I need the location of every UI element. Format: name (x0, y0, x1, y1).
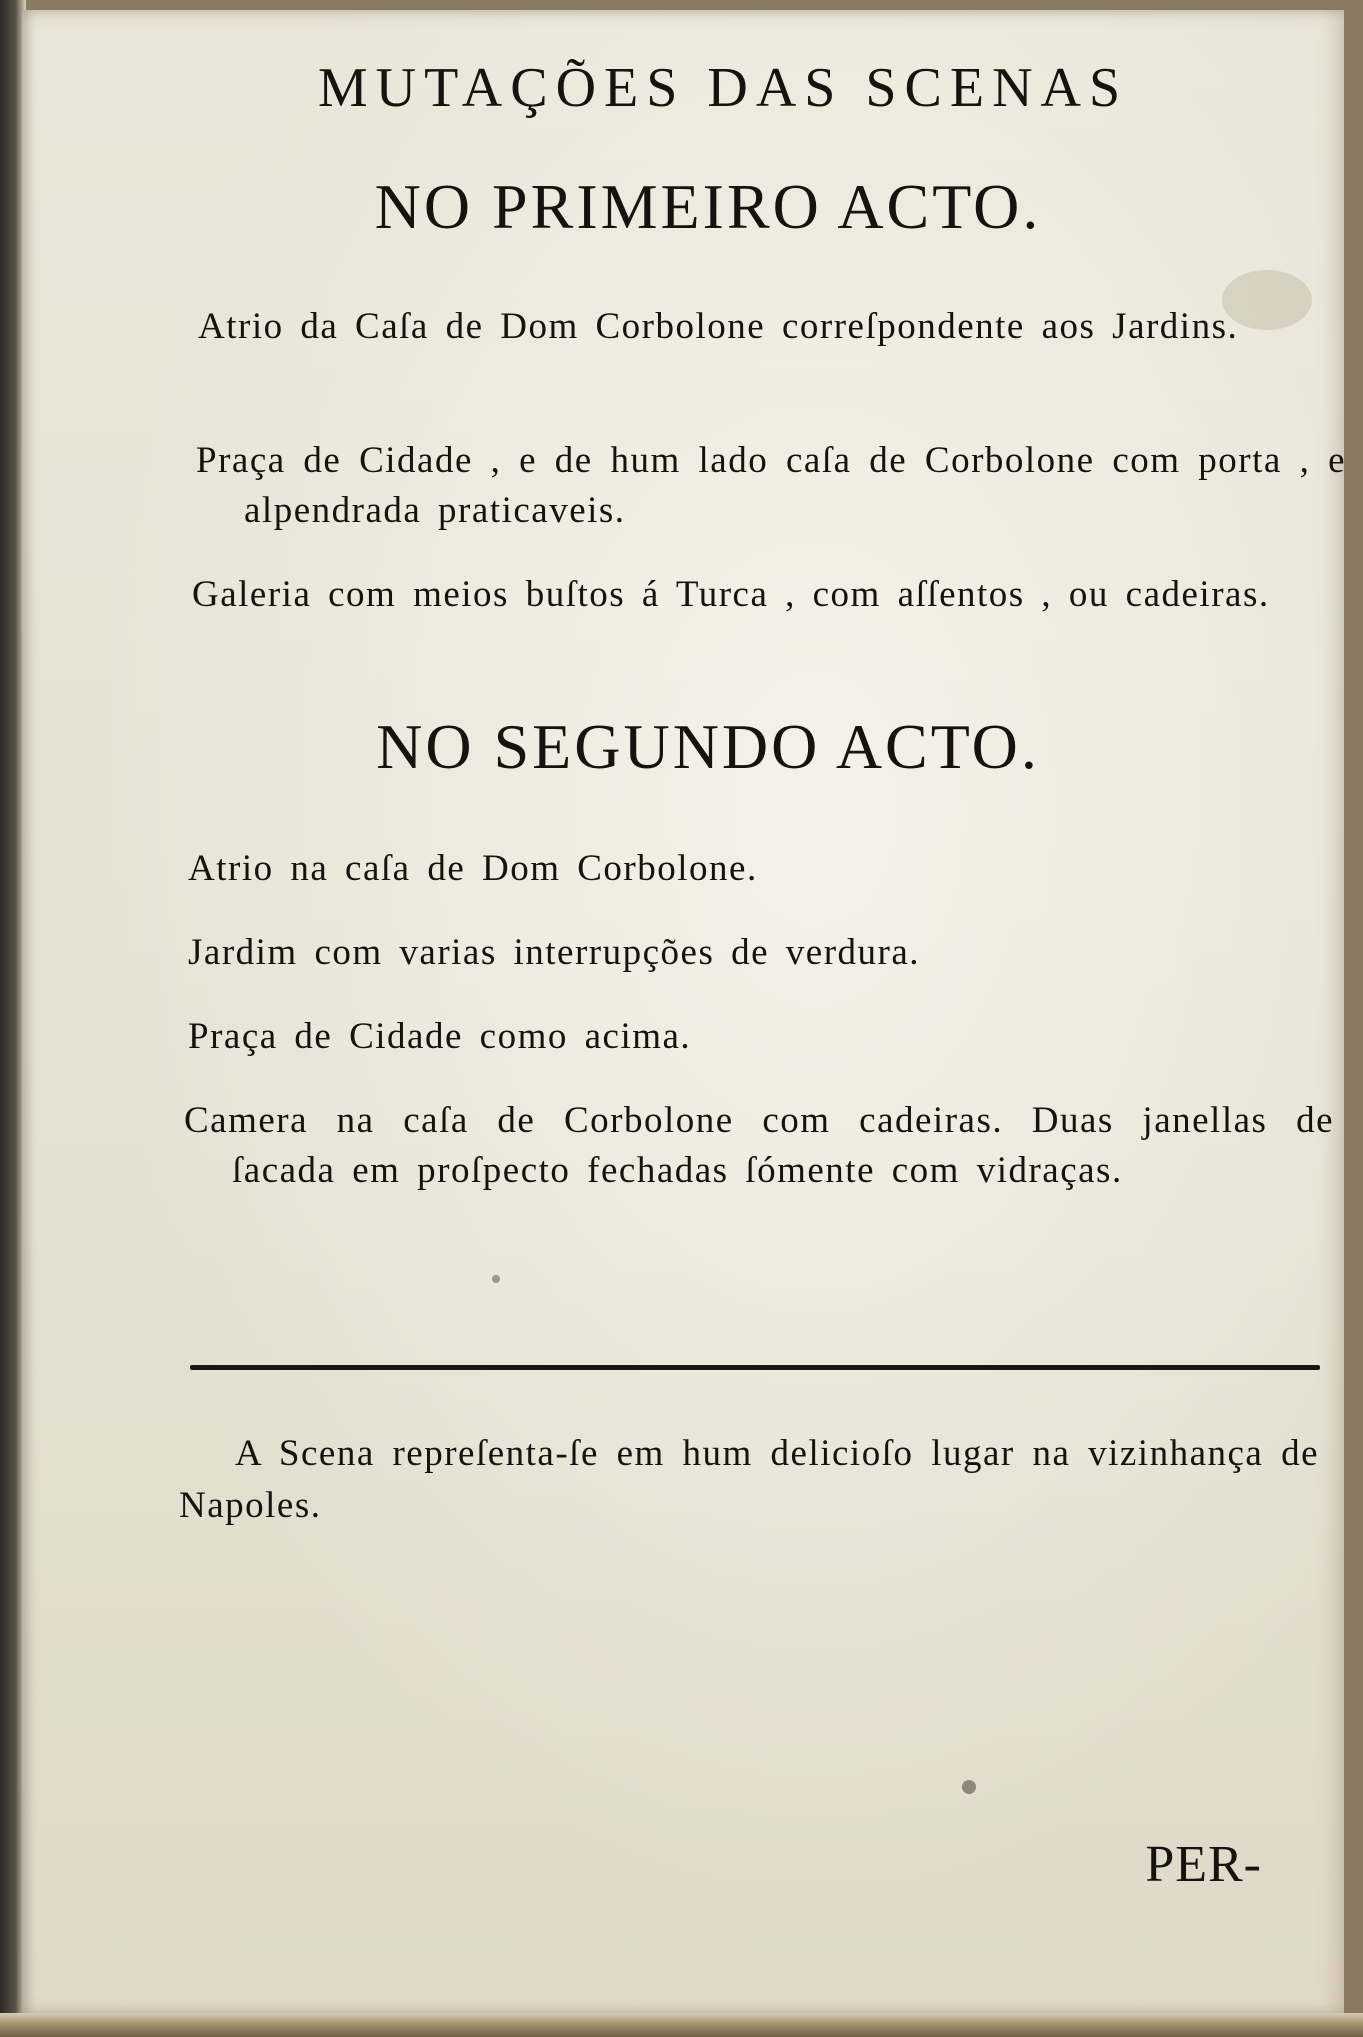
scene-text: Jardim com varias interrupções de verdura. (188, 932, 921, 973)
scene-text: Atrio na caſa de Dom Corbolone. (188, 848, 758, 889)
catchword: PER- (1145, 1836, 1262, 1893)
scene-text: Praça de Cidade como acima. (188, 1016, 692, 1057)
act-1-scene-2 (196, 436, 1346, 536)
act-2-scene-2 (188, 928, 1338, 978)
scene-text: Atrio da Caſa de Dom Corbolone correſpondente aos Jardins. (198, 306, 1239, 347)
horizontal-rule (190, 1365, 1320, 1370)
scene-text: Praça de Cidade , e de hum lado caſa de Corbolone com porta , e alpendrada praticaveis. (196, 440, 1346, 531)
scene-text: Camera na caſa de Corbolone com cadeiras. Duas janellas de ſacada em proſpecto fechadas ſómente com vidraças. (184, 1100, 1334, 1191)
scene-text: Galeria com meios buſtos á Turca , com aſſentos , ou cadeiras. (192, 574, 1270, 615)
act-2-heading: NO SEGUNDO ACTO. (376, 711, 1040, 782)
act-2-scene-3 (188, 1012, 1338, 1062)
act-2-scene-4 (184, 1096, 1334, 1196)
running-head: MUTAÇÕES DAS SCENAS (317, 57, 1129, 119)
act-1-scene-3 (192, 570, 1342, 620)
book-page (22, 10, 1344, 2015)
act-1-scene-1 (198, 302, 1346, 352)
page-bottom-edge (0, 2013, 1363, 2037)
act-2-scene-1 (188, 844, 1338, 894)
paper-stain (962, 1780, 976, 1794)
paper-stain (492, 1275, 500, 1283)
act-1-heading: NO PRIMEIRO ACTO. (374, 171, 1042, 242)
setting-note: A Scena repreſenta-ſe em hum delicioſo lugar na vizinhança de Napoles. (179, 1433, 1319, 1526)
